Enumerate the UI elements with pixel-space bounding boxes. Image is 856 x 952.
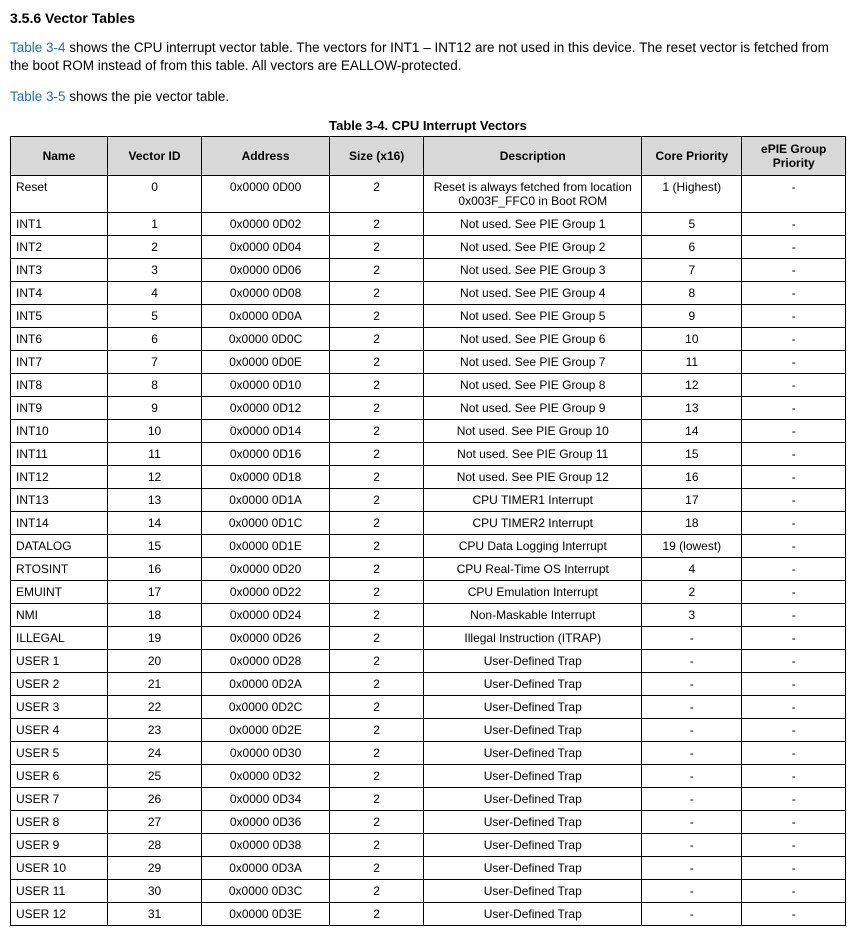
table-cell: - xyxy=(642,650,742,673)
column-header: Address xyxy=(202,137,330,176)
table-cell: 0x0000 0D38 xyxy=(202,834,330,857)
table-row xyxy=(11,627,846,650)
table-cell: 5 xyxy=(107,305,201,328)
table-cell: Illegal Instruction (ITRAP) xyxy=(424,627,642,650)
table-cell: 19 xyxy=(107,627,201,650)
table-cell: USER 7 xyxy=(11,788,108,811)
intro-paragraph xyxy=(10,39,846,75)
table-cell: USER 1 xyxy=(11,650,108,673)
table-cell: 11 xyxy=(642,351,742,374)
column-header: Core Priority xyxy=(642,137,742,176)
table-cell: User-Defined Trap xyxy=(424,696,642,719)
table-cell: 2 xyxy=(329,857,423,880)
table-cell: - xyxy=(642,857,742,880)
vector-table-body xyxy=(11,176,846,926)
section-heading: 3.5.6 Vector Tables xyxy=(10,10,136,26)
table-cell: 0x0000 0D3E xyxy=(202,903,330,926)
table-cell: 0x0000 0D10 xyxy=(202,374,330,397)
table-cell: 2 xyxy=(329,788,423,811)
table-cell: 22 xyxy=(107,696,201,719)
table-cell: - xyxy=(742,328,846,351)
table-cell: 12 xyxy=(107,466,201,489)
table-cell: USER 5 xyxy=(11,742,108,765)
table-row xyxy=(11,213,846,236)
table-cell: 0x0000 0D28 xyxy=(202,650,330,673)
table-cell: - xyxy=(642,627,742,650)
table-cell: 0x0000 0D2E xyxy=(202,719,330,742)
table-cell: 11 xyxy=(107,443,201,466)
table-cell: Not used. See PIE Group 1 xyxy=(424,213,642,236)
table-cell: 15 xyxy=(107,535,201,558)
table-cell: 2 xyxy=(329,466,423,489)
table-cell: 6 xyxy=(642,236,742,259)
table-cell: - xyxy=(742,742,846,765)
table-cell: - xyxy=(742,696,846,719)
table-cell: - xyxy=(742,558,846,581)
table-row xyxy=(11,305,846,328)
table-row xyxy=(11,696,846,719)
table-cell: - xyxy=(642,834,742,857)
table-cell: - xyxy=(642,765,742,788)
table-cell: INT8 xyxy=(11,374,108,397)
table-cell: 8 xyxy=(107,374,201,397)
table-cell: 29 xyxy=(107,857,201,880)
table-cell: 6 xyxy=(107,328,201,351)
table-cell: 2 xyxy=(329,443,423,466)
table-row xyxy=(11,489,846,512)
table-row xyxy=(11,788,846,811)
table-row xyxy=(11,903,846,926)
table-cell: 0x0000 0D14 xyxy=(202,420,330,443)
table-cell: INT10 xyxy=(11,420,108,443)
table-cell: USER 12 xyxy=(11,903,108,926)
table-cell: 2 xyxy=(329,512,423,535)
table-cell: 2 xyxy=(329,489,423,512)
table-cell: 0 xyxy=(107,176,201,213)
table-cell: Not used. See PIE Group 10 xyxy=(424,420,642,443)
table-cell: User-Defined Trap xyxy=(424,788,642,811)
table-cell: 21 xyxy=(107,673,201,696)
table-cell: 18 xyxy=(642,512,742,535)
table-cell: USER 10 xyxy=(11,857,108,880)
table-cell: INT11 xyxy=(11,443,108,466)
table-cell: - xyxy=(742,811,846,834)
table-cell: 2 xyxy=(329,673,423,696)
table-cell: DATALOG xyxy=(11,535,108,558)
table-cell: 16 xyxy=(642,466,742,489)
table-cell: Not used. See PIE Group 3 xyxy=(424,259,642,282)
table-row xyxy=(11,650,846,673)
table-cell: - xyxy=(742,627,846,650)
table-cell: 0x0000 0D2A xyxy=(202,673,330,696)
table-row xyxy=(11,811,846,834)
table-cell: 0x0000 0D1E xyxy=(202,535,330,558)
table-row xyxy=(11,259,846,282)
table-cell: 2 xyxy=(329,650,423,673)
table-cell: 2 xyxy=(329,765,423,788)
table-cell: 0x0000 0D18 xyxy=(202,466,330,489)
table-row xyxy=(11,443,846,466)
table-row xyxy=(11,282,846,305)
table-cell: - xyxy=(742,351,846,374)
table-cell: INT14 xyxy=(11,512,108,535)
table-cell: - xyxy=(642,811,742,834)
table-cell: 13 xyxy=(107,489,201,512)
table-cell: User-Defined Trap xyxy=(424,880,642,903)
table-cell: INT2 xyxy=(11,236,108,259)
table-cell: 2 xyxy=(329,328,423,351)
table-row xyxy=(11,236,846,259)
table-cell: 0x0000 0D36 xyxy=(202,811,330,834)
table-cell: 27 xyxy=(107,811,201,834)
table-cell: CPU Data Logging Interrupt xyxy=(424,535,642,558)
table-cell: 2 xyxy=(329,420,423,443)
table-cell: - xyxy=(742,857,846,880)
table-cell: User-Defined Trap xyxy=(424,834,642,857)
table-cell: 8 xyxy=(642,282,742,305)
table-cell: 2 xyxy=(329,176,423,213)
table-cell: 17 xyxy=(107,581,201,604)
table-cell: 28 xyxy=(107,834,201,857)
table-cell: User-Defined Trap xyxy=(424,719,642,742)
table-row xyxy=(11,604,846,627)
table-cell: 0x0000 0D26 xyxy=(202,627,330,650)
table-cell: 17 xyxy=(642,489,742,512)
table-cell: - xyxy=(742,673,846,696)
table-cell: EMUINT xyxy=(11,581,108,604)
table-caption: Table 3-4. CPU Interrupt Vectors xyxy=(329,118,527,134)
table-cell: 0x0000 0D0E xyxy=(202,351,330,374)
table-cell: Not used. See PIE Group 4 xyxy=(424,282,642,305)
column-header: Size (x16) xyxy=(329,137,423,176)
table-cell: 2 xyxy=(329,305,423,328)
table-cell: - xyxy=(742,834,846,857)
column-header: Description xyxy=(424,137,642,176)
table-cell: 0x0000 0D1C xyxy=(202,512,330,535)
table-cell: - xyxy=(742,305,846,328)
table-cell: 2 xyxy=(329,696,423,719)
table-cell: 2 xyxy=(329,259,423,282)
table-cell: 30 xyxy=(107,880,201,903)
table-cell: - xyxy=(742,176,846,213)
table-cell: USER 2 xyxy=(11,673,108,696)
table-cell: - xyxy=(742,489,846,512)
table-cell: 2 xyxy=(329,834,423,857)
table-cell: 18 xyxy=(107,604,201,627)
table-row xyxy=(11,857,846,880)
table-cell: - xyxy=(742,282,846,305)
table-cell: Reset xyxy=(11,176,108,213)
table-row xyxy=(11,351,846,374)
table-cell: Not used. See PIE Group 12 xyxy=(424,466,642,489)
table-cell: - xyxy=(642,696,742,719)
table-cell: CPU Real-Time OS Interrupt xyxy=(424,558,642,581)
table-cell: USER 8 xyxy=(11,811,108,834)
vector-table-head-row xyxy=(11,137,846,176)
table-cell: 20 xyxy=(107,650,201,673)
table-cell: INT13 xyxy=(11,489,108,512)
table-cell: - xyxy=(742,535,846,558)
table-cell: 9 xyxy=(107,397,201,420)
table-row xyxy=(11,397,846,420)
table-cell: 4 xyxy=(107,282,201,305)
table-row xyxy=(11,420,846,443)
table-row xyxy=(11,673,846,696)
table-cell: - xyxy=(742,374,846,397)
table-cell: 4 xyxy=(642,558,742,581)
table-cell: - xyxy=(742,397,846,420)
table-cell: - xyxy=(742,604,846,627)
table-cell: USER 9 xyxy=(11,834,108,857)
table-cell: 0x0000 0D30 xyxy=(202,742,330,765)
table-cell: 24 xyxy=(107,742,201,765)
table-cell: - xyxy=(642,880,742,903)
table-cell: 0x0000 0D16 xyxy=(202,443,330,466)
column-header: ePIE Group Priority xyxy=(742,137,846,176)
table-row xyxy=(11,374,846,397)
table-cell: 0x0000 0D2C xyxy=(202,696,330,719)
table-cell: 15 xyxy=(642,443,742,466)
table-cell: 2 xyxy=(329,397,423,420)
table-cell: ILLEGAL xyxy=(11,627,108,650)
table-cell: 0x0000 0D02 xyxy=(202,213,330,236)
table-cell: - xyxy=(742,420,846,443)
table-cell: INT1 xyxy=(11,213,108,236)
table-cell: 2 xyxy=(329,903,423,926)
table-cell: 13 xyxy=(642,397,742,420)
table-cell: 2 xyxy=(329,213,423,236)
table-row xyxy=(11,765,846,788)
table-cell: - xyxy=(742,466,846,489)
table-cell: INT4 xyxy=(11,282,108,305)
table-cell: 9 xyxy=(642,305,742,328)
table-row xyxy=(11,466,846,489)
pie-table-paragraph xyxy=(10,88,846,106)
table-cell: - xyxy=(742,236,846,259)
table-cell: Not used. See PIE Group 11 xyxy=(424,443,642,466)
table-cell: 0x0000 0D32 xyxy=(202,765,330,788)
column-header: Vector ID xyxy=(107,137,201,176)
table-cell: Not used. See PIE Group 8 xyxy=(424,374,642,397)
table-cell: 2 xyxy=(329,604,423,627)
table-cell: Not used. See PIE Group 9 xyxy=(424,397,642,420)
table-cell: - xyxy=(742,443,846,466)
table-row xyxy=(11,558,846,581)
table-cell: User-Defined Trap xyxy=(424,903,642,926)
table-cell: - xyxy=(742,719,846,742)
table-cell: INT3 xyxy=(11,259,108,282)
table-cell: 2 xyxy=(329,627,423,650)
table-cell: - xyxy=(642,673,742,696)
table-cell: 2 xyxy=(107,236,201,259)
table-cell: 31 xyxy=(107,903,201,926)
table-cell: RTOSINT xyxy=(11,558,108,581)
table-cell: CPU TIMER1 Interrupt xyxy=(424,489,642,512)
table-cell: 3 xyxy=(642,604,742,627)
table-row xyxy=(11,880,846,903)
table-cell: 2 xyxy=(329,742,423,765)
table-cell: 1 (Highest) xyxy=(642,176,742,213)
table-cell: 3 xyxy=(107,259,201,282)
table-cell: - xyxy=(742,788,846,811)
table-cell: 2 xyxy=(642,581,742,604)
column-header: Name xyxy=(11,137,108,176)
table-cell: 25 xyxy=(107,765,201,788)
table-row xyxy=(11,581,846,604)
table-cell: 0x0000 0D06 xyxy=(202,259,330,282)
table-row xyxy=(11,742,846,765)
table-cell: 0x0000 0D20 xyxy=(202,558,330,581)
table-cell: 2 xyxy=(329,282,423,305)
table-cell: User-Defined Trap xyxy=(424,650,642,673)
table-cell: 19 (lowest) xyxy=(642,535,742,558)
table-cell: 16 xyxy=(107,558,201,581)
table-cell: 2 xyxy=(329,351,423,374)
table-cell: User-Defined Trap xyxy=(424,811,642,834)
table-cell: 0x0000 0D3A xyxy=(202,857,330,880)
table-cell: Not used. See PIE Group 7 xyxy=(424,351,642,374)
table-row xyxy=(11,176,846,213)
table-cell: 0x0000 0D12 xyxy=(202,397,330,420)
table-row xyxy=(11,512,846,535)
table-cell: 0x0000 0D1A xyxy=(202,489,330,512)
table-cell: User-Defined Trap xyxy=(424,765,642,788)
table-cell: 2 xyxy=(329,236,423,259)
table-cell: 0x0000 0D04 xyxy=(202,236,330,259)
table-cell: 2 xyxy=(329,719,423,742)
pie-table-paragraph-text: shows the pie vector table. xyxy=(65,88,230,104)
table-cell: - xyxy=(642,719,742,742)
table-cell: 14 xyxy=(107,512,201,535)
table-row xyxy=(11,535,846,558)
table-cell: 14 xyxy=(642,420,742,443)
table-cell: 0x0000 0D0C xyxy=(202,328,330,351)
table-cell: INT12 xyxy=(11,466,108,489)
table-cell: 10 xyxy=(642,328,742,351)
table-cell: 0x0000 0D00 xyxy=(202,176,330,213)
table-cell: - xyxy=(642,788,742,811)
table-cell: 0x0000 0D22 xyxy=(202,581,330,604)
table-cell: CPU TIMER2 Interrupt xyxy=(424,512,642,535)
table-cell: 0x0000 0D08 xyxy=(202,282,330,305)
table-3-4-link[interactable]: Table 3-4 xyxy=(10,40,66,55)
table-cell: INT7 xyxy=(11,351,108,374)
table-cell: Non-Maskable Interrupt xyxy=(424,604,642,627)
table-cell: User-Defined Trap xyxy=(424,742,642,765)
table-row xyxy=(11,834,846,857)
table-cell: - xyxy=(742,213,846,236)
table-cell: INT9 xyxy=(11,397,108,420)
table-cell: - xyxy=(742,650,846,673)
table-cell: NMI xyxy=(11,604,108,627)
table-cell: 1 xyxy=(107,213,201,236)
table-cell: 23 xyxy=(107,719,201,742)
table-cell: - xyxy=(742,512,846,535)
table-cell: - xyxy=(642,742,742,765)
table-cell: Reset is always fetched from location 0x003F_FFC0 in Boot ROM xyxy=(424,176,642,213)
table-cell: 2 xyxy=(329,558,423,581)
table-cell: - xyxy=(742,903,846,926)
table-cell: 2 xyxy=(329,374,423,397)
table-cell: 2 xyxy=(329,880,423,903)
table-row xyxy=(11,328,846,351)
table-cell: 0x0000 0D3C xyxy=(202,880,330,903)
table-cell: 2 xyxy=(329,581,423,604)
intro-paragraph-text: shows the CPU interrupt vector table. The vectors for INT1 – INT12 are not used in this device. The reset vector is fetched from the boot ROM instead of from this table. All vectors are EALLOW-protected. xyxy=(10,40,829,73)
table-cell: INT5 xyxy=(11,305,108,328)
cpu-interrupt-vector-table xyxy=(10,136,846,926)
table-cell: INT6 xyxy=(11,328,108,351)
table-cell: USER 11 xyxy=(11,880,108,903)
table-cell: 7 xyxy=(107,351,201,374)
table-cell: Not used. See PIE Group 5 xyxy=(424,305,642,328)
table-cell: 10 xyxy=(107,420,201,443)
table-cell: User-Defined Trap xyxy=(424,673,642,696)
table-cell: 2 xyxy=(329,811,423,834)
table-3-5-link[interactable]: Table 3-5 xyxy=(10,88,66,104)
table-cell: - xyxy=(642,903,742,926)
table-cell: USER 6 xyxy=(11,765,108,788)
table-cell: - xyxy=(742,581,846,604)
table-cell: 26 xyxy=(107,788,201,811)
table-cell: 0x0000 0D34 xyxy=(202,788,330,811)
table-cell: - xyxy=(742,765,846,788)
table-cell: 5 xyxy=(642,213,742,236)
table-cell: USER 4 xyxy=(11,719,108,742)
table-cell: - xyxy=(742,880,846,903)
table-cell: 12 xyxy=(642,374,742,397)
table-cell: 2 xyxy=(329,535,423,558)
table-cell: User-Defined Trap xyxy=(424,857,642,880)
table-cell: Not used. See PIE Group 2 xyxy=(424,236,642,259)
table-cell: 7 xyxy=(642,259,742,282)
table-cell: 0x0000 0D24 xyxy=(202,604,330,627)
table-cell: 0x0000 0D0A xyxy=(202,305,330,328)
table-cell: USER 3 xyxy=(11,696,108,719)
table-row xyxy=(11,719,846,742)
table-cell: Not used. See PIE Group 6 xyxy=(424,328,642,351)
table-cell: CPU Emulation Interrupt xyxy=(424,581,642,604)
table-cell: - xyxy=(742,259,846,282)
